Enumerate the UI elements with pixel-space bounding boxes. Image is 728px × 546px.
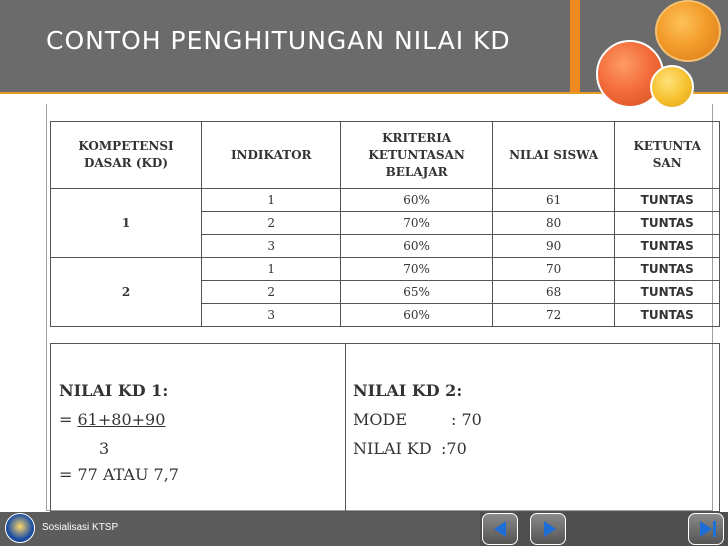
summary-kd2	[345, 344, 719, 511]
kriteria-cell: 70%	[341, 212, 492, 235]
slide-title: CONTOH PENGHITUNGAN NILAI KD	[46, 26, 511, 55]
status-cell: TUNTAS	[615, 189, 720, 212]
arrow-end-icon	[700, 521, 712, 537]
kriteria-cell: 60%	[341, 189, 492, 212]
kd-table	[50, 121, 720, 327]
kd1-divisor: 3	[99, 439, 110, 458]
emblem-logo-icon	[5, 513, 35, 543]
prev-slide-button[interactable]	[482, 513, 518, 545]
header-nilai-siswa: NILAI SISWA	[492, 122, 615, 189]
table-row	[51, 189, 720, 212]
last-slide-button[interactable]	[688, 513, 724, 545]
footer-text: Sosialisasi KTSP	[42, 522, 119, 533]
kd2-mode-label: MODE	[353, 410, 408, 429]
kd2-heading: NILAI KD 2:	[353, 381, 463, 400]
kd1-result: = 77 ATAU 7,7	[59, 465, 179, 484]
table-row	[51, 258, 720, 281]
status-cell: TUNTAS	[615, 258, 720, 281]
kriteria-cell: 65%	[341, 281, 492, 304]
header-ketuntasan: KETUNTA SAN	[615, 122, 720, 189]
next-slide-button[interactable]	[530, 513, 566, 545]
header-accent-stripe	[570, 0, 580, 94]
header-kriteria: KRITERIA KETUNTASAN BELAJAR	[341, 122, 492, 189]
header-indikator: INDIKATOR	[202, 122, 341, 189]
indikator-cell: 1	[202, 189, 341, 212]
nilai-cell: 61	[492, 189, 615, 212]
status-cell: TUNTAS	[615, 212, 720, 235]
indikator-cell: 2	[202, 212, 341, 235]
kd-number: 2	[51, 258, 202, 327]
kd1-heading: NILAI KD 1:	[59, 381, 169, 400]
indikator-cell: 2	[202, 281, 341, 304]
nilai-cell: 68	[492, 281, 615, 304]
arrow-left-icon	[494, 521, 506, 537]
kd2-nilai-value: :70	[441, 439, 467, 458]
nilai-cell: 90	[492, 235, 615, 258]
status-cell: TUNTAS	[615, 281, 720, 304]
status-cell: TUNTAS	[615, 304, 720, 327]
status-cell: TUNTAS	[615, 235, 720, 258]
arrow-right-icon	[544, 521, 556, 537]
summary-box	[50, 343, 720, 512]
summary-kd1	[51, 344, 346, 511]
kd2-mode-value: : 70	[451, 410, 482, 429]
kd1-formula-sum: 61+80+90	[77, 410, 166, 429]
kriteria-cell: 70%	[341, 258, 492, 281]
header-kompetensi: KOMPETENSI DASAR (KD)	[51, 122, 202, 189]
indikator-cell: 3	[202, 235, 341, 258]
nilai-cell: 80	[492, 212, 615, 235]
kd2-nilai-label: NILAI KD	[353, 439, 432, 458]
kd-number: 1	[51, 189, 202, 258]
decorative-circle-yellow	[650, 65, 694, 109]
kriteria-cell: 60%	[341, 304, 492, 327]
nilai-cell: 70	[492, 258, 615, 281]
kd1-formula-line	[59, 410, 165, 429]
kd1-formula-prefix: =	[59, 410, 78, 429]
indikator-cell: 3	[202, 304, 341, 327]
decorative-circle-orange	[655, 0, 721, 62]
nilai-cell: 72	[492, 304, 615, 327]
indikator-cell: 1	[202, 258, 341, 281]
kriteria-cell: 60%	[341, 235, 492, 258]
